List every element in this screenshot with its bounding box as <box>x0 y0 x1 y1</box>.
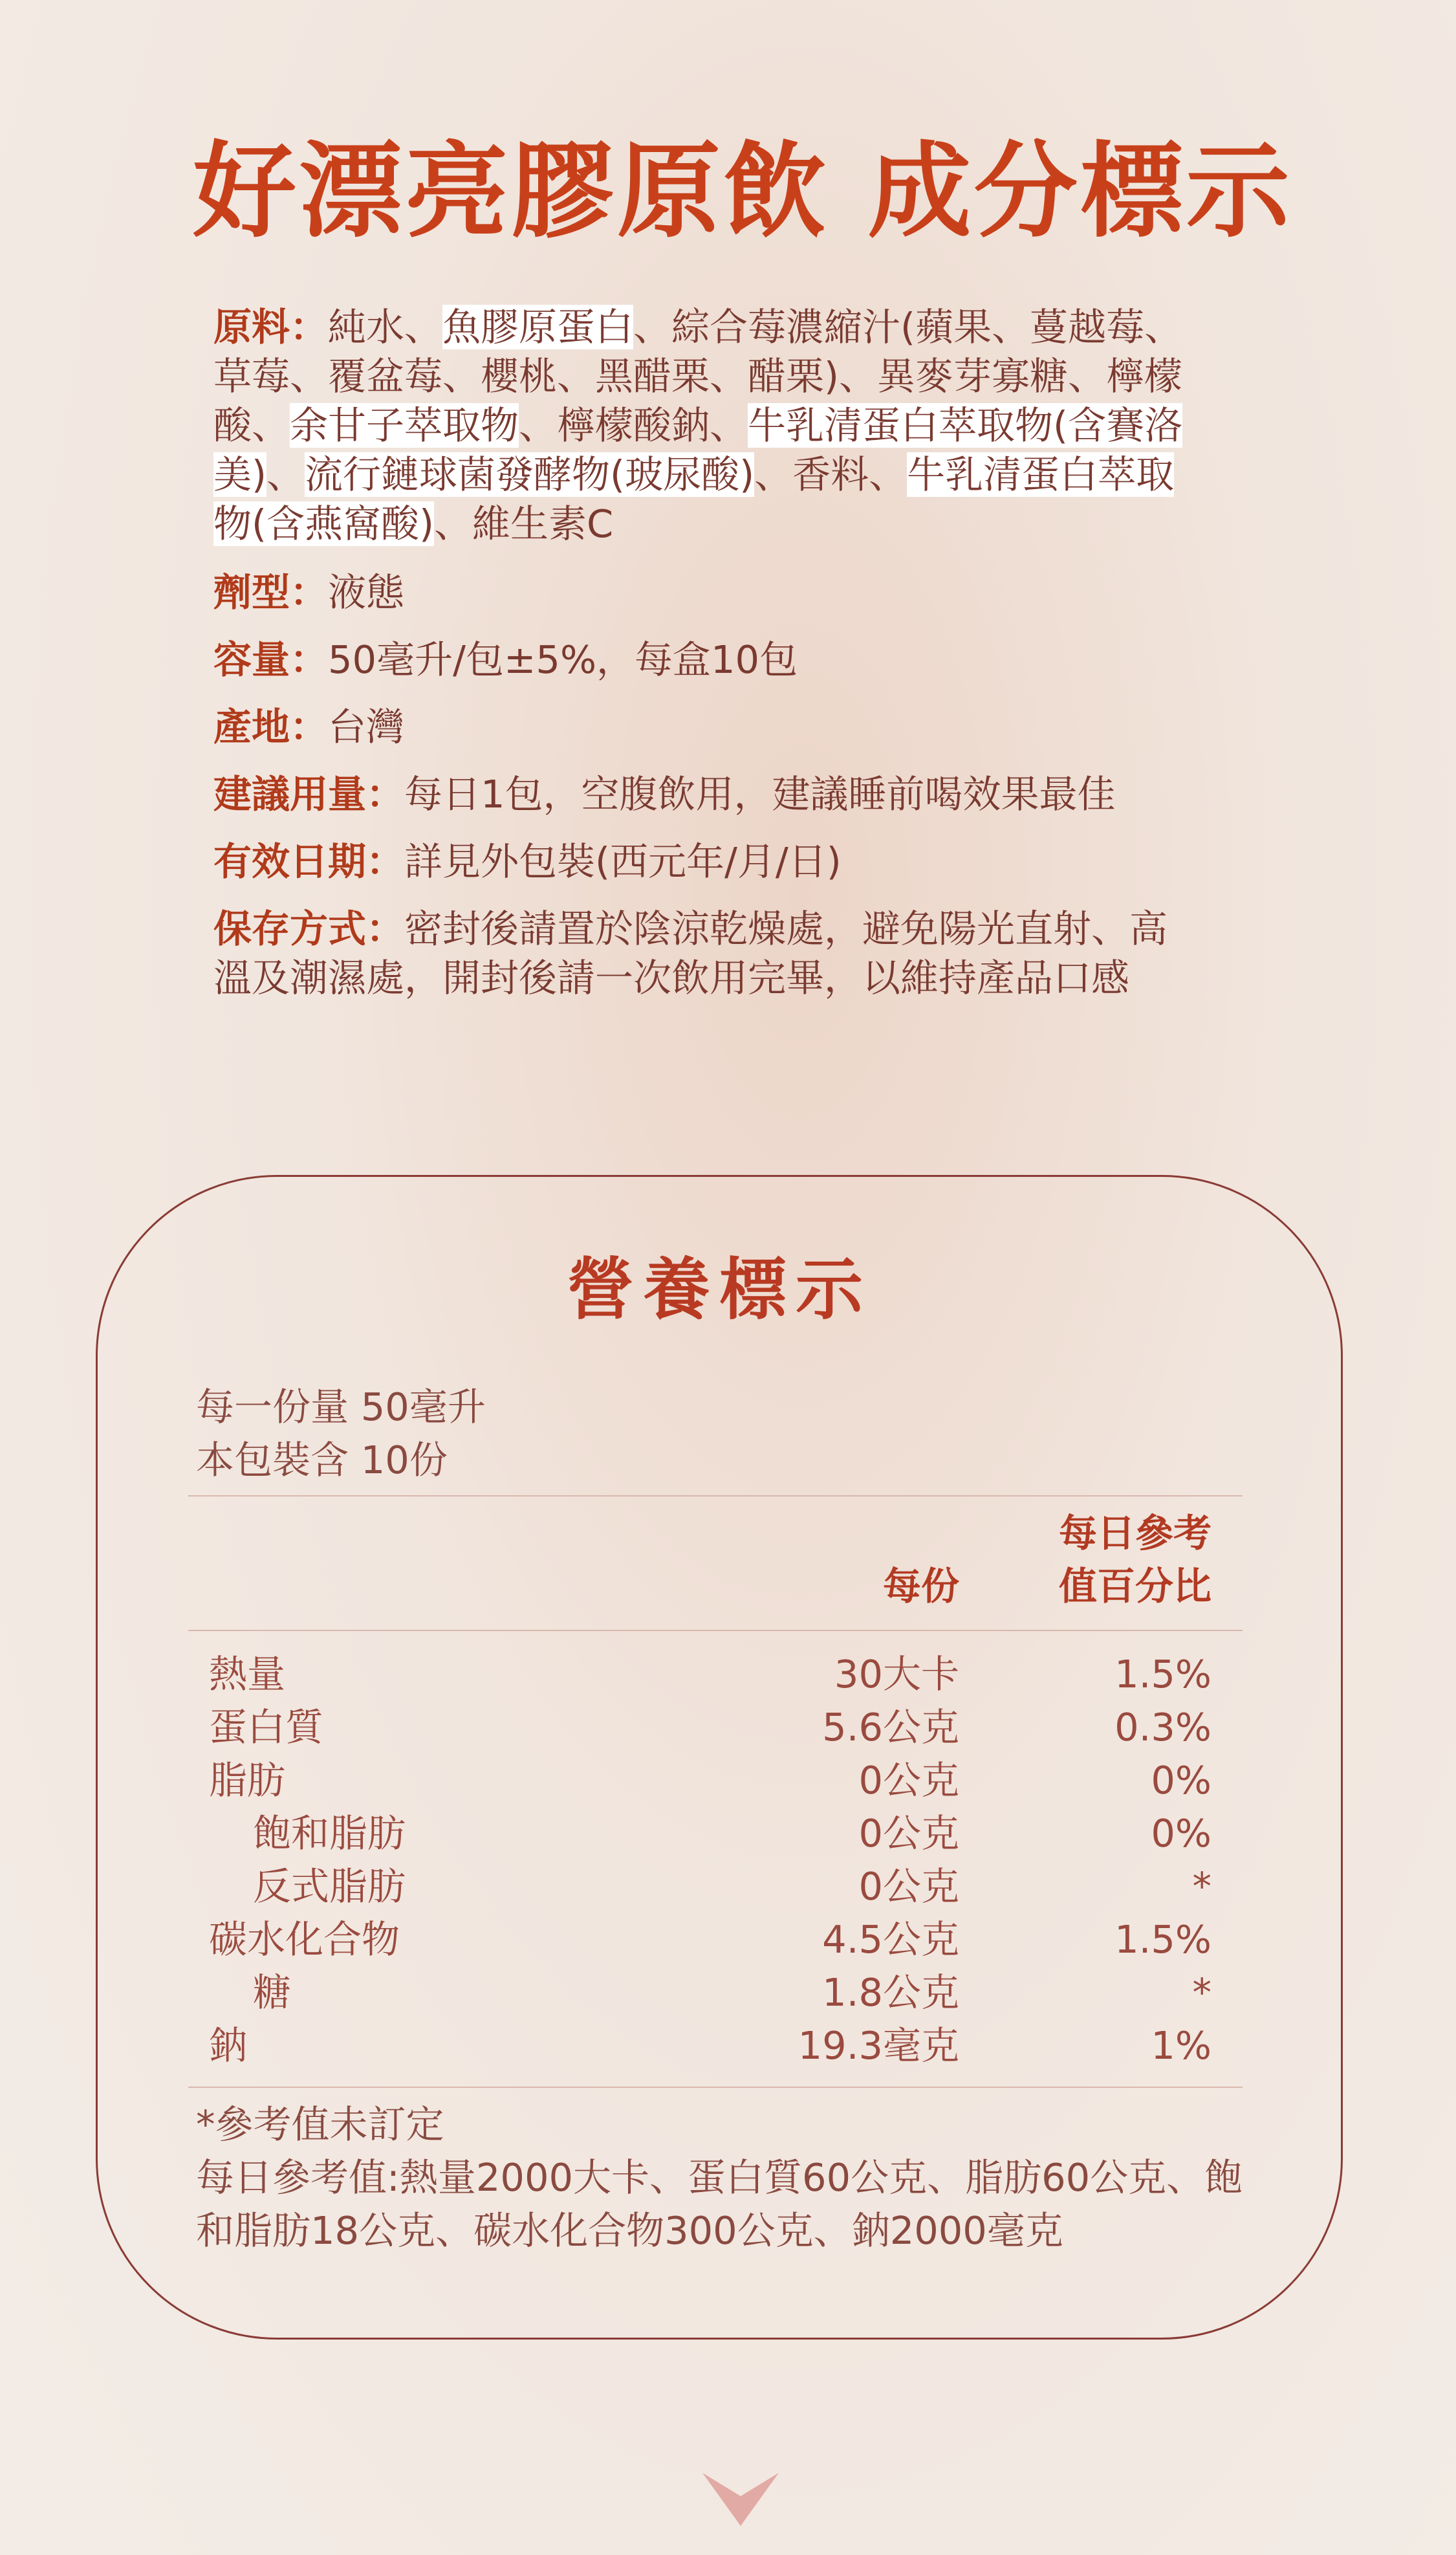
nutrient-name: 糖 <box>253 1970 292 2015</box>
ingredient-highlight: 牛乳清蛋白萃取物(含燕窩酸) <box>213 452 1175 546</box>
ingredient-highlight: 流行鏈球菌發酵物(玻尿酸) <box>305 452 755 497</box>
spec-origin <box>213 703 1197 752</box>
ingredients-text <box>213 305 1182 546</box>
ingredient-segment: 、綜合莓濃縮汁(蘋果、蔓越莓、草莓、覆盆莓、櫻桃、黑醋栗、醋栗)、異麥芽寡糖、檸檬酸、 <box>213 305 1183 448</box>
nutrient-name: 脂肪 <box>209 1758 286 1803</box>
spec-storage <box>213 905 1197 1003</box>
nutrient-value: 0公克 <box>858 1758 959 1803</box>
spec-expiry <box>213 837 1197 886</box>
ingredient-segment: 、香料、 <box>754 452 907 497</box>
nutrient-name: 鈉 <box>209 2023 248 2068</box>
spec-usage <box>213 770 1197 819</box>
form-value: 液態 <box>328 570 405 615</box>
nutrient-name: 飽和脂肪 <box>253 1811 406 1856</box>
nutrition-row-trans-fat <box>98 1860 1341 1913</box>
form-label: 劑型： <box>213 570 329 615</box>
col-per-serving-header: 每份 <box>882 1564 959 1608</box>
nutrient-value: 4.5公克 <box>822 1917 959 1962</box>
volume-label: 容量： <box>213 637 329 682</box>
nutrient-name: 蛋白質 <box>209 1705 324 1749</box>
nutrient-daily-pct: 0.3% <box>1114 1705 1212 1749</box>
page-title: 好漂亮膠原飲 成分標示 <box>193 131 1292 252</box>
nutrient-daily-pct: 0% <box>1151 1758 1212 1803</box>
serving-size: 每一份量 50毫升 <box>196 1385 486 1429</box>
product-specs <box>213 303 1197 1021</box>
nutrient-value: 19.3毫克 <box>798 2023 959 2068</box>
col-daily-header <box>1059 1507 1212 1613</box>
nutrient-value: 1.8公克 <box>822 1970 959 2015</box>
origin-label: 產地： <box>213 705 329 749</box>
nutrient-name: 反式脂肪 <box>253 1864 406 1909</box>
nutrient-daily-pct: * <box>1192 1970 1212 2015</box>
divider <box>188 1495 1243 1497</box>
ingredient-segment: 、 <box>266 452 305 497</box>
spec-ingredients <box>213 303 1197 549</box>
footnote-undefined: *參考值未訂定 <box>196 2102 444 2147</box>
divider <box>188 1630 1243 1631</box>
nutrition-row-energy <box>98 1648 1341 1701</box>
nutrient-value: 30大卡 <box>834 1652 959 1696</box>
col-daily-line1: 每日參考 <box>1058 1511 1212 1555</box>
nutrition-row-sugar <box>98 1966 1341 2019</box>
ingredient-highlight: 牛乳清蛋白萃取物(含賽洛美) <box>213 403 1183 497</box>
nutrient-daily-pct: 1.5% <box>1114 1652 1212 1696</box>
ingredient-highlight: 余甘子萃取物 <box>290 403 519 448</box>
storage-label: 保存方式： <box>213 906 405 951</box>
footnote-daily-reference: 每日參考值:熱量2000大卡、蛋白質60公克、脂肪60公克、飽和脂肪18公克、碳水化合物300公克、鈉2000毫克 <box>196 2155 1243 2253</box>
nutrition-row-carbohydrate <box>98 1913 1341 1966</box>
nutrient-daily-pct: 1.5% <box>1114 1917 1212 1962</box>
ingredient-segment: 、檸檬酸鈉、 <box>519 403 748 448</box>
volume-value: 50毫升/包±5%，每盒10包 <box>328 637 798 682</box>
nutrient-name: 碳水化合物 <box>209 1917 400 1962</box>
nutrient-value: 0公克 <box>858 1864 959 1909</box>
nutrient-daily-pct: 0% <box>1151 1811 1212 1856</box>
nutrition-panel <box>96 1175 1343 2340</box>
nutrient-daily-pct: * <box>1192 1864 1212 1909</box>
ingredient-highlight: 魚膠原蛋白 <box>442 305 634 349</box>
chevron-down-icon[interactable] <box>702 2473 779 2526</box>
ingredients-label: 原料： <box>213 305 329 349</box>
nutrient-value: 5.6公克 <box>822 1705 959 1749</box>
storage-value: 密封後請置於陰涼乾燥處，避免陽光直射、高溫及潮濕處，開封後請一次飲用完畢，以維持產品口感 <box>213 906 1168 1000</box>
nutrient-daily-pct: 1% <box>1151 2023 1212 2068</box>
expiry-value: 詳見外包裝(西元年/月/日) <box>404 839 842 884</box>
ingredient-segment: 、維生素C <box>434 501 614 546</box>
expiry-label: 有效日期： <box>213 839 405 884</box>
divider <box>188 2087 1243 2088</box>
origin-value: 台灣 <box>328 705 405 749</box>
nutrition-row-protein <box>98 1701 1341 1754</box>
nutrition-row-sodium <box>98 2019 1341 2072</box>
servings-per-pack: 本包裝含 10份 <box>196 1438 448 1482</box>
nutrition-row-saturated-fat <box>98 1807 1341 1860</box>
nutrition-row-fat <box>98 1754 1341 1807</box>
spec-form <box>213 568 1197 617</box>
usage-label: 建議用量： <box>213 772 405 817</box>
usage-value: 每日1包，空腹飲用，建議睡前喝效果最佳 <box>404 772 1116 817</box>
nutrient-value: 0公克 <box>858 1811 959 1856</box>
col-daily-line2: 值百分比 <box>1058 1564 1212 1608</box>
nutrient-name: 熱量 <box>209 1652 286 1696</box>
ingredient-segment: 純水、 <box>328 305 443 349</box>
nutrition-title: 營養標示 <box>566 1250 872 1329</box>
spec-volume <box>213 635 1197 685</box>
